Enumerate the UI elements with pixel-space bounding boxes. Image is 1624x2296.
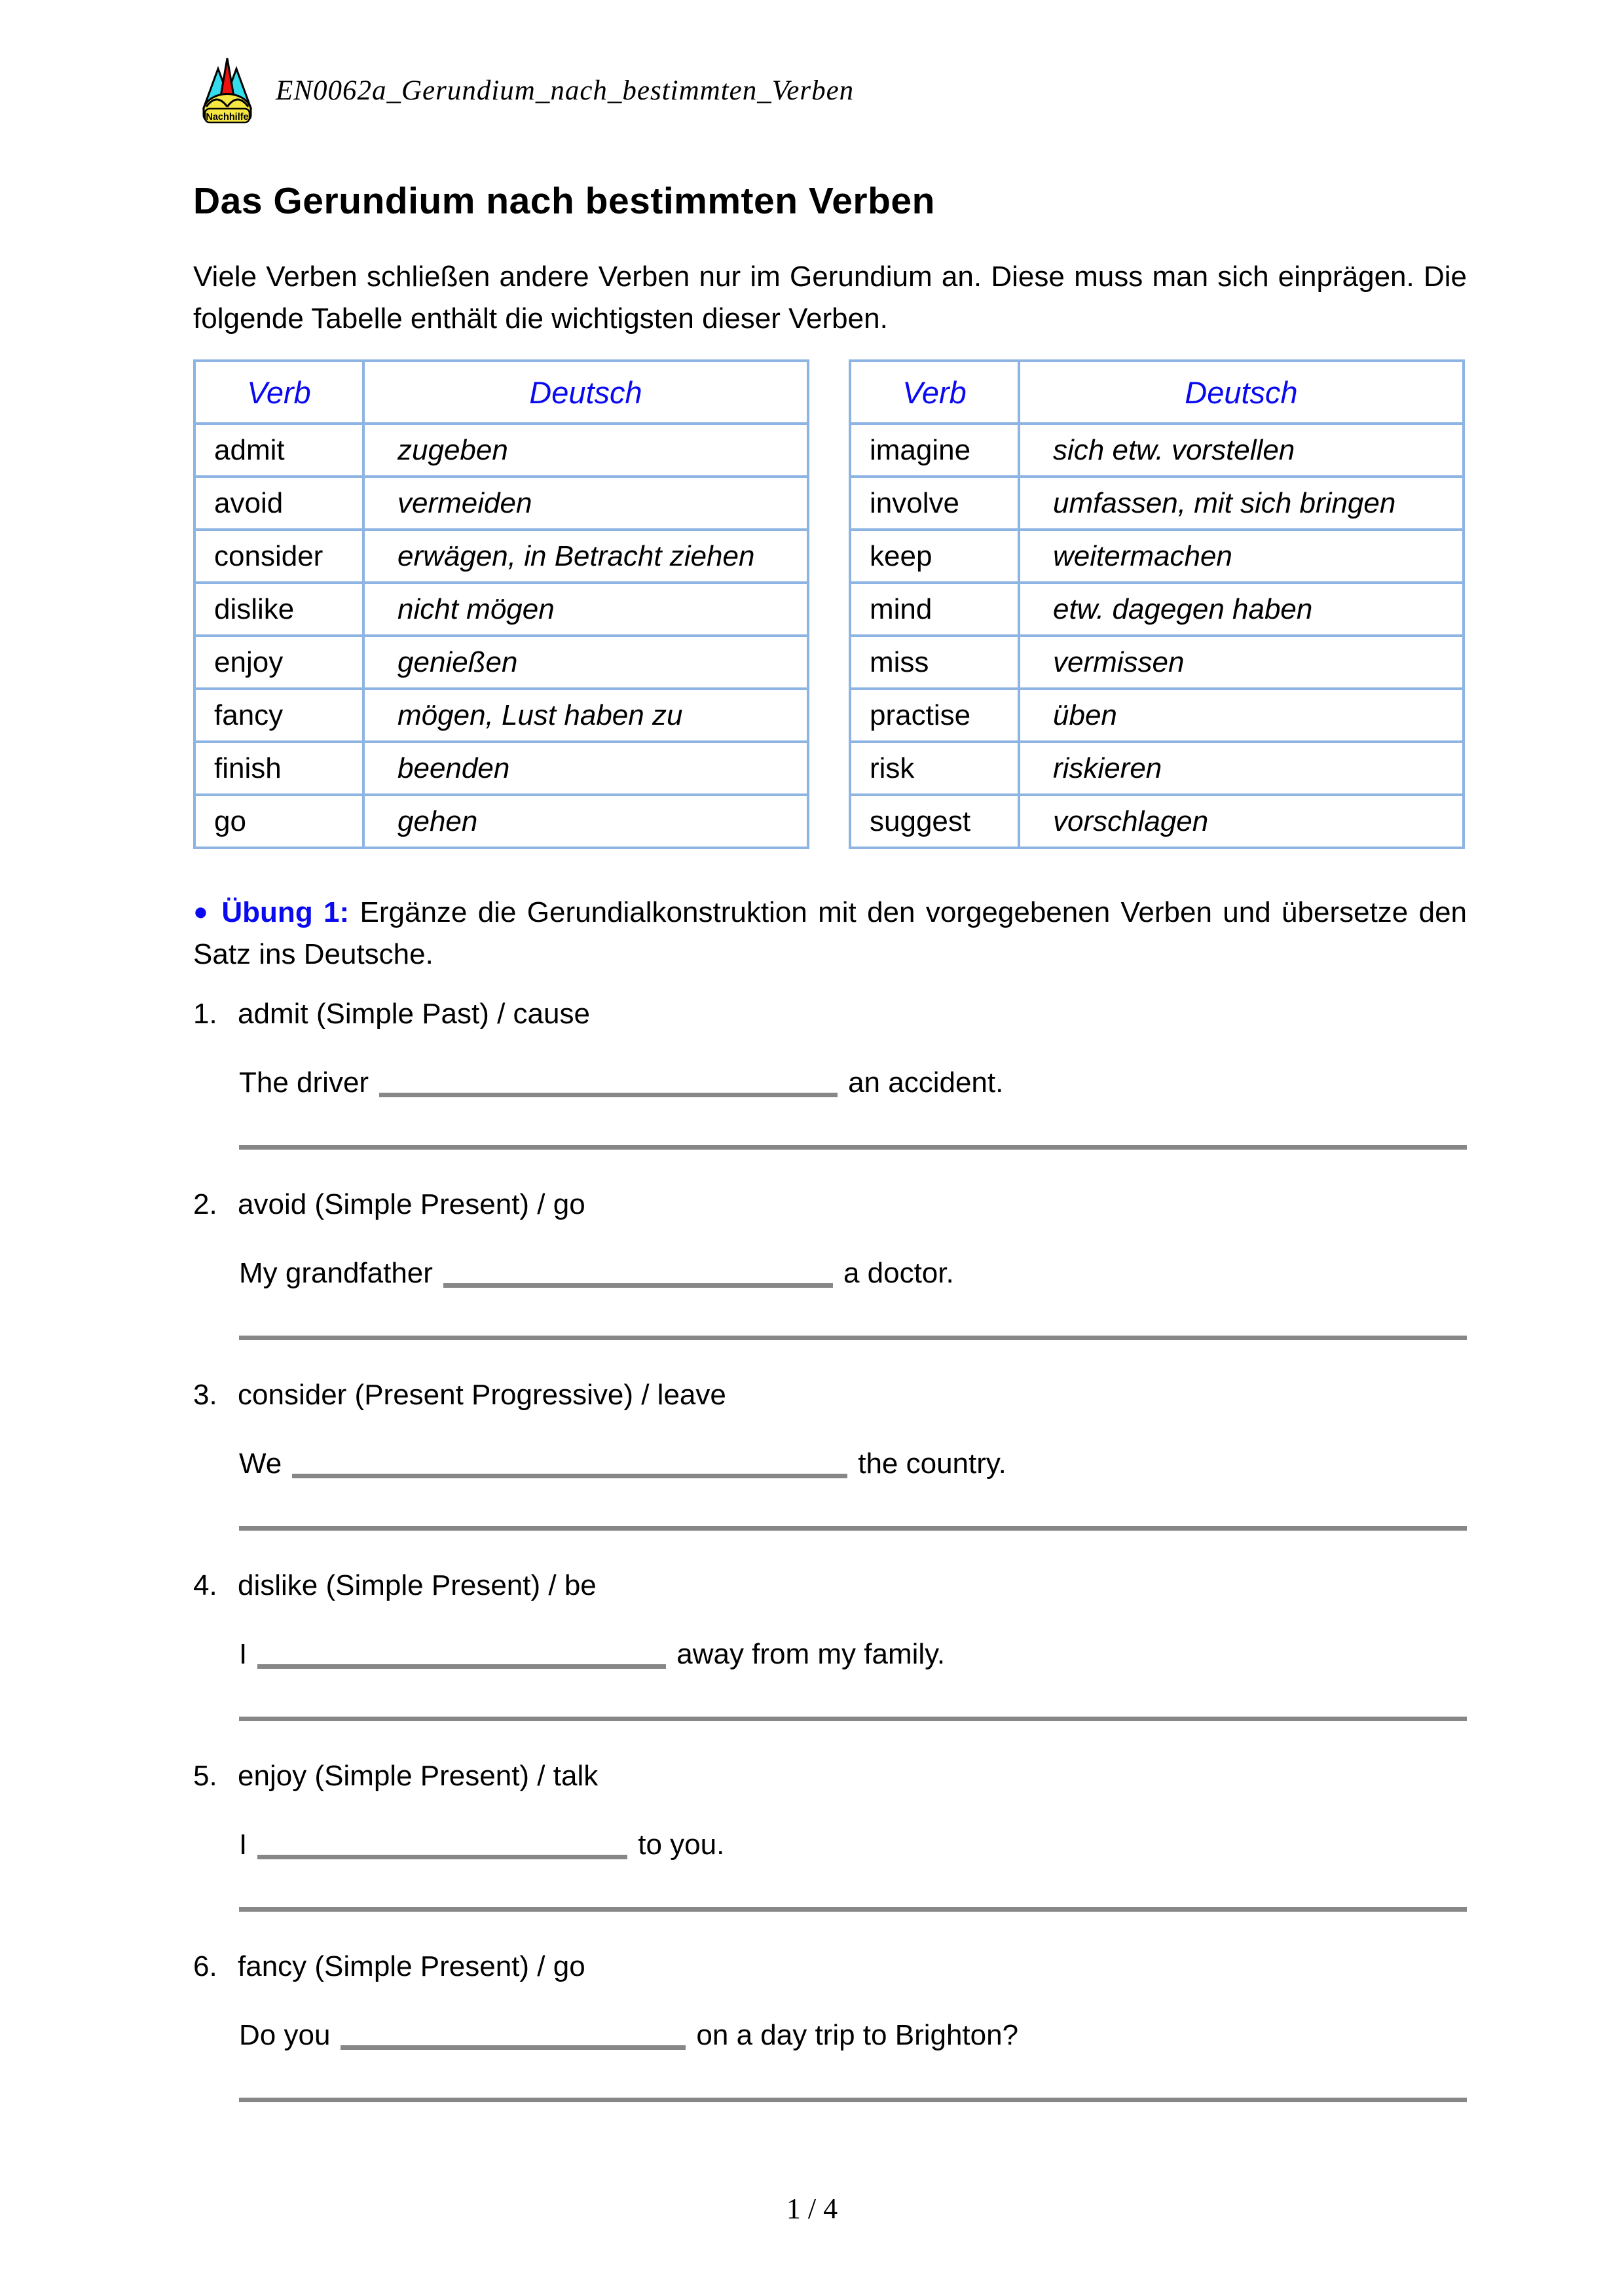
vocab-verb-cell: go — [194, 795, 363, 848]
sentence-before: Do you — [239, 2019, 331, 2051]
table-header-row — [194, 361, 808, 424]
vocab-verb-cell: miss — [850, 636, 1019, 689]
exercise-item — [193, 995, 1467, 1150]
table-row — [194, 795, 808, 848]
vocab-german-cell: erwägen, in Betracht ziehen — [363, 530, 808, 583]
vocab-german-cell: weitermachen — [1019, 530, 1464, 583]
vocab-german-cell: etw. dagegen haben — [1019, 583, 1464, 636]
fill-in-blank — [341, 2011, 686, 2045]
vocab-german-cell: vorschlagen — [1019, 795, 1464, 848]
sentence-before: The driver — [239, 1066, 369, 1099]
vocab-german-cell: zugeben — [363, 424, 808, 477]
exercise-item-heading — [193, 1948, 1467, 1986]
translation-line — [239, 1717, 1467, 1721]
sentence-before: We — [239, 1448, 282, 1480]
translation-line — [239, 1145, 1467, 1150]
table-header-row — [850, 361, 1464, 424]
vocab-german-cell: riskieren — [1019, 742, 1464, 795]
vocab-german-cell: umfassen, mit sich bringen — [1019, 477, 1464, 530]
vocab-german-cell: beenden — [363, 742, 808, 795]
exercise-item — [193, 1186, 1467, 1340]
exercise-instruction-text: Ergänze die Gerundialkonstruktion mit den vorgegebenen Verben und übersetze den Satz ins Deutsche. — [193, 896, 1467, 970]
exercise-item — [193, 1757, 1467, 1912]
sentence-after: an accident. — [848, 1066, 1004, 1099]
table-row — [194, 689, 808, 742]
exercise-label: Übung 1: — [221, 896, 350, 928]
sentence-before: My grandfather — [239, 1257, 433, 1289]
exercise-sentence — [239, 1248, 1467, 1295]
exercise-item-heading — [193, 1757, 1467, 1795]
translation-line — [239, 1336, 1467, 1340]
exercise-item-heading — [193, 1567, 1467, 1605]
vocab-german-cell: genießen — [363, 636, 808, 689]
exercise-number: 3. — [193, 1379, 217, 1411]
exercise-prompt: enjoy (Simple Present) / talk — [238, 1760, 599, 1792]
sentence-after: to you. — [638, 1829, 725, 1861]
exercise-item — [193, 1948, 1467, 2102]
deutsch-column-header: Deutsch — [363, 361, 808, 424]
vocab-german-cell: nicht mögen — [363, 583, 808, 636]
bullet-icon: ● — [193, 898, 212, 926]
table-row — [194, 530, 808, 583]
exercise-number: 4. — [193, 1569, 217, 1601]
exercise-prompt: consider (Present Progressive) / leave — [238, 1379, 726, 1411]
verb-column-header: Verb — [194, 361, 363, 424]
exercise-sentence — [239, 2011, 1467, 2057]
vocab-verb-cell: finish — [194, 742, 363, 795]
fill-in-blank — [257, 1630, 666, 1664]
exercise-prompt: dislike (Simple Present) / be — [238, 1569, 597, 1601]
exercise-sentence — [239, 1439, 1467, 1485]
fill-in-blank — [292, 1439, 847, 1473]
exercise-instruction — [193, 891, 1467, 975]
vocab-verb-cell: fancy — [194, 689, 363, 742]
vocab-verb-cell: involve — [850, 477, 1019, 530]
table-row — [850, 742, 1464, 795]
sentence-after: the country. — [858, 1448, 1006, 1480]
nachhilfe-logo-icon — [201, 56, 253, 125]
translation-line — [239, 1526, 1467, 1531]
page-title: Das Gerundium nach bestimmten Verben — [193, 180, 935, 222]
table-row — [850, 424, 1464, 477]
sentence-after: away from my family. — [676, 1638, 946, 1670]
vocab-verb-cell: dislike — [194, 583, 363, 636]
table-row — [850, 795, 1464, 848]
vocab-verb-cell: admit — [194, 424, 363, 477]
vocab-german-cell: vermeiden — [363, 477, 808, 530]
table-row — [194, 424, 808, 477]
verb-column-header: Verb — [850, 361, 1019, 424]
sentence-before: I — [239, 1829, 248, 1861]
exercise-item — [193, 1567, 1467, 1721]
vocab-german-cell: üben — [1019, 689, 1464, 742]
exercise-number: 2. — [193, 1188, 217, 1220]
vocab-german-cell: vermissen — [1019, 636, 1464, 689]
exercise-number: 1. — [193, 998, 217, 1030]
table-row — [850, 636, 1464, 689]
exercise-item-heading — [193, 1376, 1467, 1414]
page-number: 1 / 4 — [786, 2193, 838, 2225]
exercise-prompt: avoid (Simple Present) / go — [238, 1188, 585, 1220]
table-row — [850, 530, 1464, 583]
table-row — [850, 583, 1464, 636]
logo-text: Nachhilfe — [206, 112, 249, 122]
vocab-german-cell: gehen — [363, 795, 808, 848]
vocab-verb-cell: practise — [850, 689, 1019, 742]
vocab-verb-cell: imagine — [850, 424, 1019, 477]
vocab-verb-cell: risk — [850, 742, 1019, 795]
sentence-before: I — [239, 1638, 248, 1670]
table-row — [850, 689, 1464, 742]
vocab-verb-cell: consider — [194, 530, 363, 583]
table-row — [194, 636, 808, 689]
translation-line — [239, 1907, 1467, 1912]
exercise-number: 5. — [193, 1760, 217, 1792]
table-row — [850, 477, 1464, 530]
vocab-verb-cell: keep — [850, 530, 1019, 583]
vocab-tables — [193, 359, 1467, 849]
vocab-german-cell: sich etw. vorstellen — [1019, 424, 1464, 477]
sentence-after: on a day trip to Brighton? — [696, 2019, 1019, 2051]
table-row — [194, 477, 808, 530]
exercise-sentence — [239, 1058, 1467, 1104]
vocab-german-cell: mögen, Lust haben zu — [363, 689, 808, 742]
table-row — [194, 742, 808, 795]
deutsch-column-header: Deutsch — [1019, 361, 1464, 424]
vocab-table-right — [849, 359, 1465, 849]
translation-line — [239, 2098, 1467, 2102]
sentence-after: a doctor. — [843, 1257, 954, 1289]
vocab-verb-cell: mind — [850, 583, 1019, 636]
exercise-item — [193, 1376, 1467, 1531]
vocab-verb-cell: avoid — [194, 477, 363, 530]
vocab-table-left — [193, 359, 809, 849]
intro-paragraph: Viele Verben schließen andere Verben nur im Gerundium an. Diese muss man sich einprägen. Die folgende Tabelle enthält die wichtigsten dieser Verben. — [193, 261, 1467, 335]
table-row — [194, 583, 808, 636]
exercise-list — [193, 995, 1467, 2102]
fill-in-blank — [257, 1820, 627, 1854]
vocab-verb-cell: enjoy — [194, 636, 363, 689]
exercise-prompt: fancy (Simple Present) / go — [238, 1950, 585, 1982]
exercise-item-heading — [193, 1186, 1467, 1224]
exercise-number: 6. — [193, 1950, 217, 1982]
exercise-item-heading — [193, 995, 1467, 1033]
vocab-verb-cell: suggest — [850, 795, 1019, 848]
exercise-prompt: admit (Simple Past) / cause — [238, 998, 590, 1030]
exercise-sentence — [239, 1630, 1467, 1676]
document-header — [201, 56, 1467, 125]
fill-in-blank — [379, 1058, 838, 1092]
exercise-sentence — [239, 1820, 1467, 1867]
fill-in-blank — [443, 1248, 833, 1283]
document-id: EN0062a_Gerundium_nach_bestimmten_Verben — [276, 75, 855, 106]
